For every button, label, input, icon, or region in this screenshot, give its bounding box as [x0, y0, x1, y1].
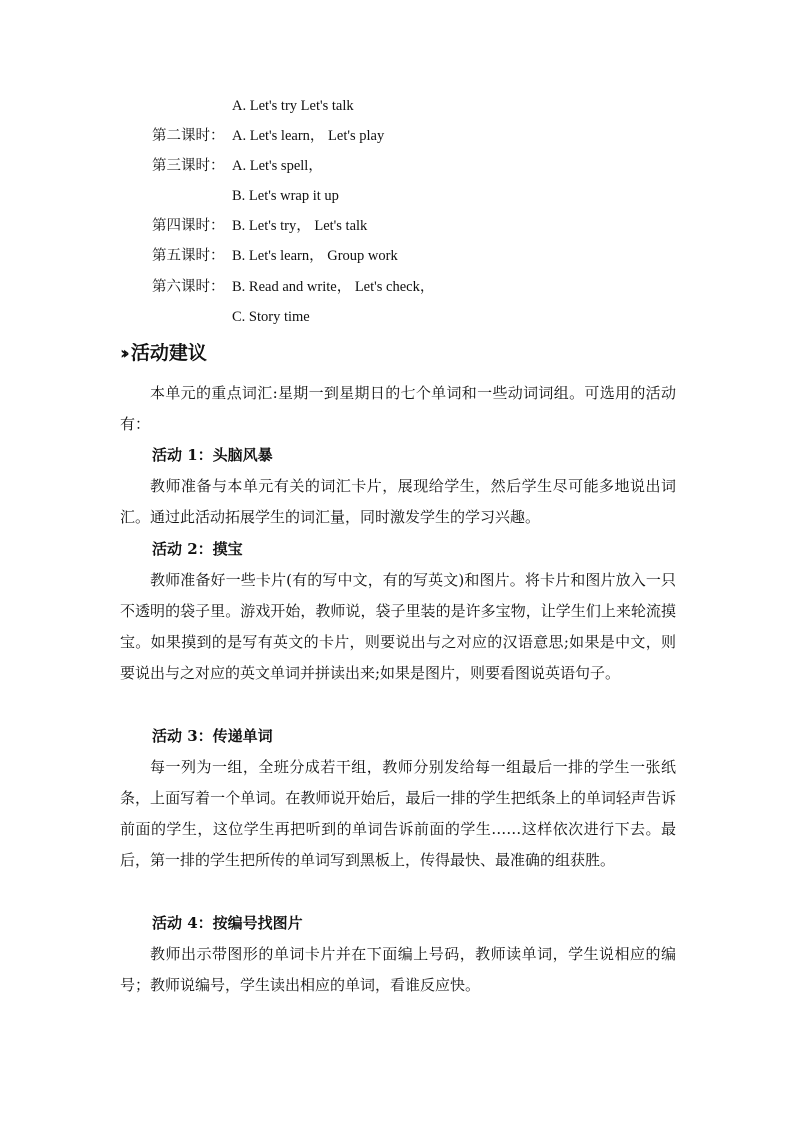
- schedule-lesson: A. Let's learn， Let's play: [232, 128, 385, 144]
- activity-text: 教师准备与本单元有关的词汇卡片，展现给学生，然后学生尽可能多地说出词汇。通过此活动拓展学生的词汇量，同时激发学生的学习兴趣。: [120, 477, 676, 526]
- schedule-label: 第六课时：: [152, 279, 225, 295]
- schedule-lesson: B. Let's learn， Group work: [232, 248, 398, 264]
- schedule-label: 第四课时：: [152, 218, 225, 234]
- schedule-lesson: B. Let's try， Let's talk: [232, 218, 368, 234]
- schedule-label: 第五课时：: [152, 248, 225, 264]
- activity-title: 活动 4：按编号找图片: [152, 914, 303, 932]
- activity-text: 每一列为一组，全班分成若干组，教师分别发给每一组最后一排的学生一张纸条，上面写着一个单词。在教师说开始后，最后一排的学生把纸条上的单词轻声告诉前面的学生，这位学生再把听到的单词告诉前面的学生……这样依次进行下去。最后，第一排的学生把所传的单词写到黑板上，传得最快、最准确的组获胜。: [120, 758, 676, 869]
- double-chevron-right-icon: ››: [120, 343, 125, 364]
- schedule-lesson: B. Read and write， Let's check，: [232, 279, 435, 295]
- schedule-lesson: B. Let's wrap it up: [232, 188, 339, 204]
- schedule-label: 第三课时：: [152, 158, 225, 174]
- schedule-label: 第二课时：: [152, 128, 225, 144]
- intro-paragraph: 本单元的重点词汇:星期一到星期日的七个单词和一些动词词组。可选用的活动有：: [120, 384, 676, 433]
- section-heading: [120, 340, 207, 367]
- schedule-lesson: A. Let's try Let's talk: [232, 98, 354, 114]
- schedule-lesson: C. Story time: [232, 309, 310, 325]
- activity-title: 活动 1：头脑风暴: [152, 446, 273, 464]
- activity-title: 活动 3：传递单词: [152, 727, 273, 745]
- activity-text: 教师准备好一些卡片(有的写中文，有的写英文)和图片。将卡片和图片放入一只不透明的袋子里。游戏开始，教师说，袋子里装的是许多宝物，让学生们上来轮流摸宝。如果摸到的是写有英文的卡片，则要说出与之对应的汉语意思;如果是中文，则要说出与之对应的英文单词并拼读出来;如果是图片，则要看图说英语句子。: [120, 571, 676, 682]
- activity-text: 教师出示带图形的单词卡片并在下面编上号码，教师读单词，学生说相应的编号；教师说编号，学生读出相应的单词，看谁反应快。: [120, 945, 676, 994]
- activity-title: 活动 2：摸宝: [152, 540, 243, 558]
- section-title: 活动建议: [130, 342, 207, 364]
- schedule-lesson: A. Let's spell，: [232, 158, 323, 174]
